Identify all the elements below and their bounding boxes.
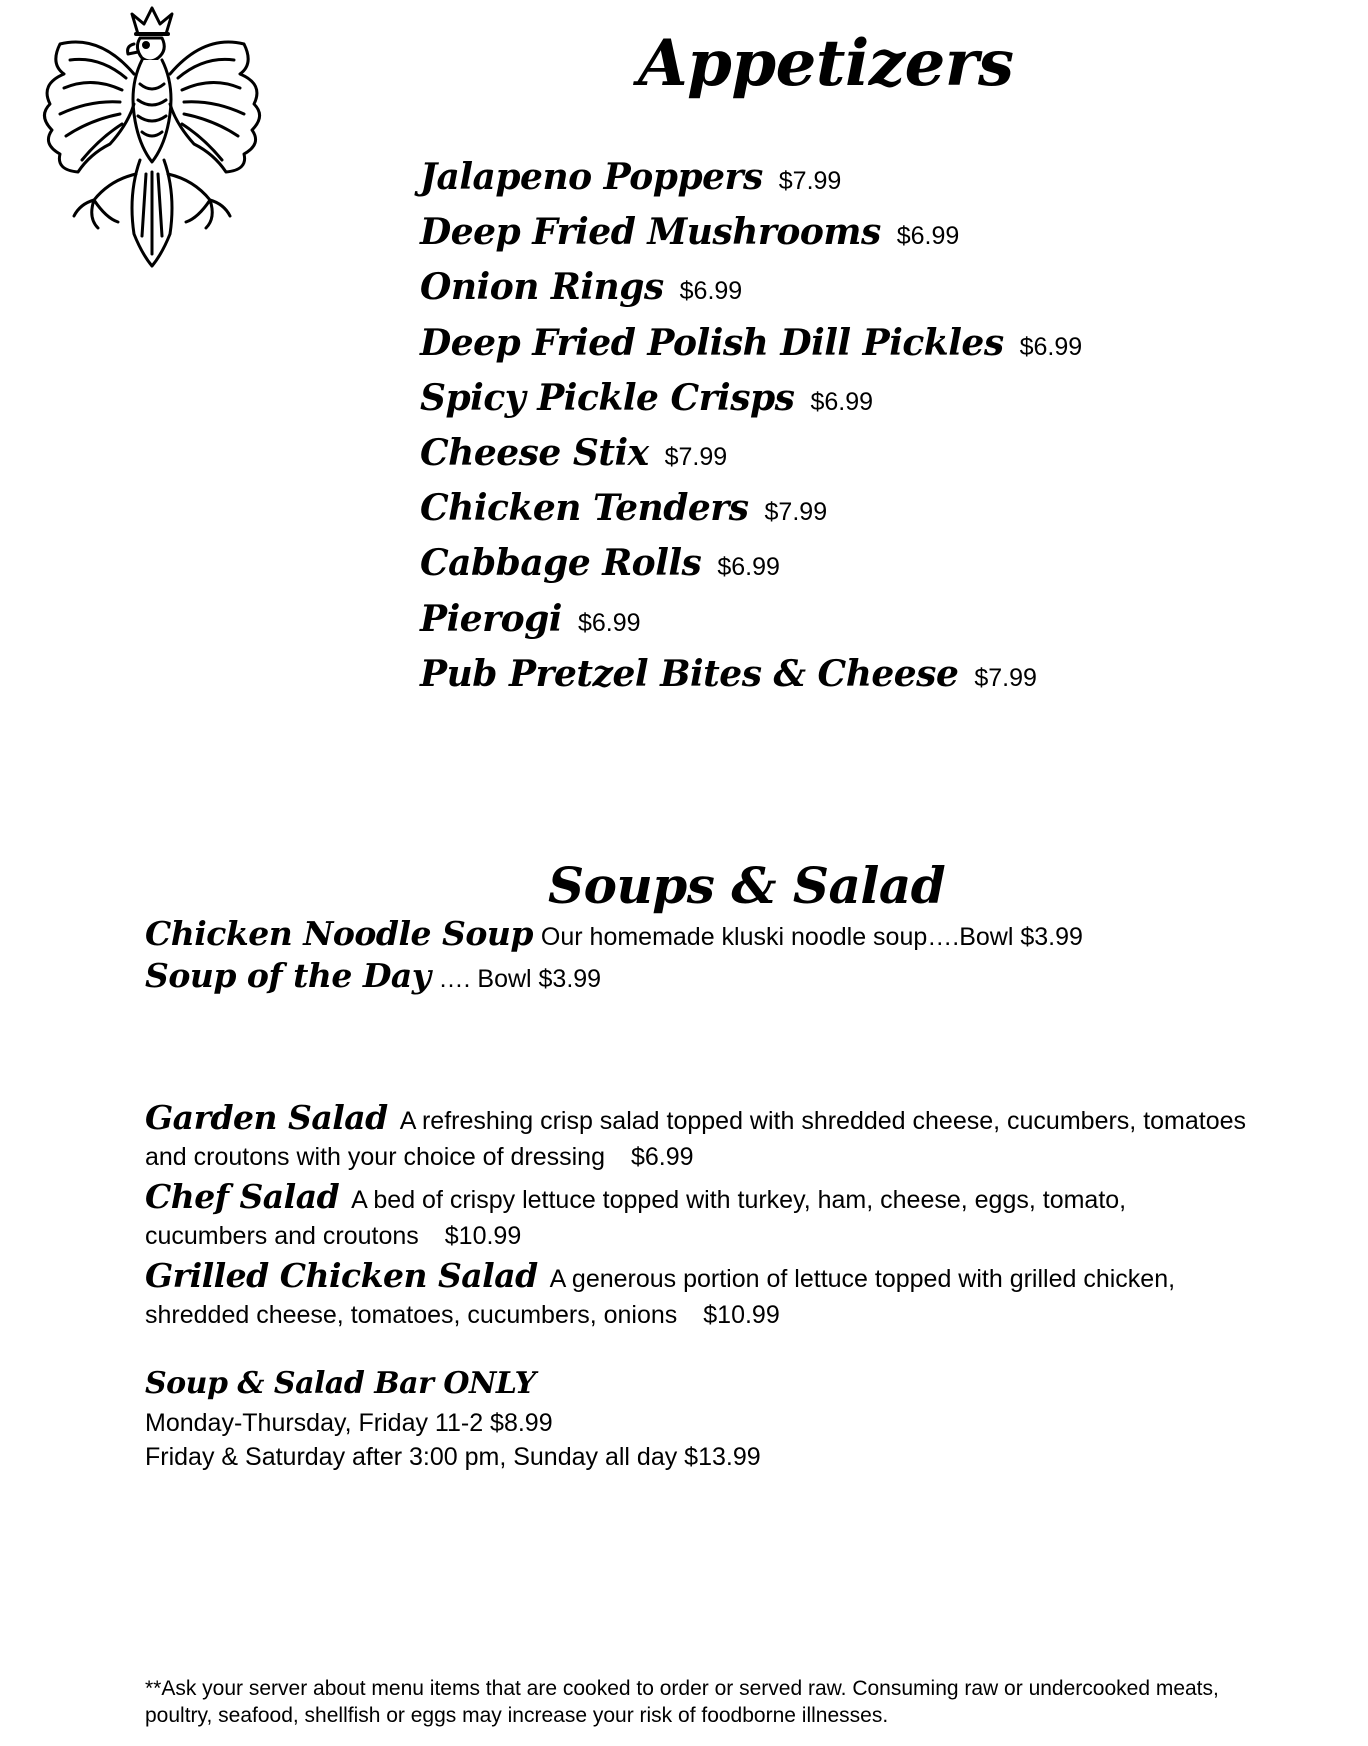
salad-name: Grilled Chicken Salad [145,1256,538,1295]
polish-eagle-icon [30,4,284,274]
salad-price: $10.99 [703,1301,780,1329]
menu-item [420,266,1120,321]
menu-item-name: Pierogi [420,597,562,640]
menu-item-price: $6.99 [810,387,874,416]
menu-item-name: Onion Rings [420,266,664,309]
salad-name: Chef Salad [145,1177,340,1216]
appetizers-title: Appetizers [638,26,1014,101]
soup-name: Soup of the Day [145,956,431,995]
menu-item-name: Pub Pretzel Bites & Cheese [420,652,959,695]
salad-desc: A generous portion of lettuce topped with grilled chicken, shredded cheese, tomatoes, cucumbers, onions [145,1265,1176,1329]
menu-item [420,211,1120,266]
menu-item-name: Chicken Tenders [420,487,749,530]
soup-item [145,956,1255,998]
menu-item [420,598,1120,653]
salad-name: Garden Salad [145,1098,388,1137]
salad-bar-section [145,1362,1255,1474]
salad-bar-line: Friday & Saturday after 3:00 pm, Sunday all day $13.99 [145,1443,761,1471]
soup-desc: …. Bowl $3.99 [438,965,602,993]
menu-item [420,322,1120,377]
menu-item-price: $6.99 [1019,332,1083,361]
menu-item-price: $7.99 [664,442,728,471]
menu-item-name: Cabbage Rolls [420,542,702,585]
menu-item [420,487,1120,542]
salad-price: $10.99 [444,1222,522,1250]
salad-item [145,1100,1255,1175]
salad-item [145,1258,1255,1333]
menu-item [420,432,1120,487]
salad-price: $6.99 [630,1143,694,1171]
soups-list [145,914,1255,998]
soup-desc: Our homemade kluski noodle soup….Bowl $3.99 [540,923,1083,951]
salad-item [145,1179,1255,1254]
menu-item-price: $7.99 [764,498,828,527]
appetizers-section [420,20,1120,708]
salad-desc: A refreshing crisp salad topped with shredded cheese, cucumbers, tomatoes and croutons with your choice of dressing [145,1107,1247,1171]
salads-list [145,1100,1255,1337]
menu-item-name: Deep Fried Mushrooms [420,211,881,254]
menu-item-price: $6.99 [679,277,743,306]
menu-item-name: Jalapeno Poppers [420,156,763,198]
soup-name: Chicken Noodle Soup [145,914,533,953]
menu-item-price: $6.99 [717,553,780,582]
menu-item [420,377,1120,432]
salad-desc: A bed of crispy lettuce topped with turkey, ham, cheese, eggs, tomato, cucumbers and croutons [145,1186,1127,1250]
menu-item [420,156,1120,211]
menu-item [420,653,1120,708]
menu-item [420,542,1120,597]
salad-bar-line: Monday-Thursday, Friday 11-2 $8.99 [145,1409,553,1437]
menu-item-name: Deep Fried Polish Dill Pickles [420,321,1004,364]
menu-item-price: $6.99 [896,222,960,251]
menu-item-name: Cheese Stix [420,431,649,474]
soups-title: Soups & Salad [548,856,946,915]
menu-item-price: $6.99 [577,608,641,637]
menu-item-name: Spicy Pickle Crisps [420,376,795,419]
menu-item-price: $7.99 [778,167,842,195]
food-safety-note: **Ask your server about menu items that are cooked to order or served raw. Consuming raw or undercooked meats, poultry, seafood, shellfish or eggs may increase your risk of foodborne illnesses. [145,1677,1219,1727]
appetizers-list [420,156,1120,708]
soup-item [145,914,1255,956]
menu-item-price: $7.99 [974,663,1037,692]
salad-bar-title: Soup & Salad Bar ONLY [145,1366,536,1401]
